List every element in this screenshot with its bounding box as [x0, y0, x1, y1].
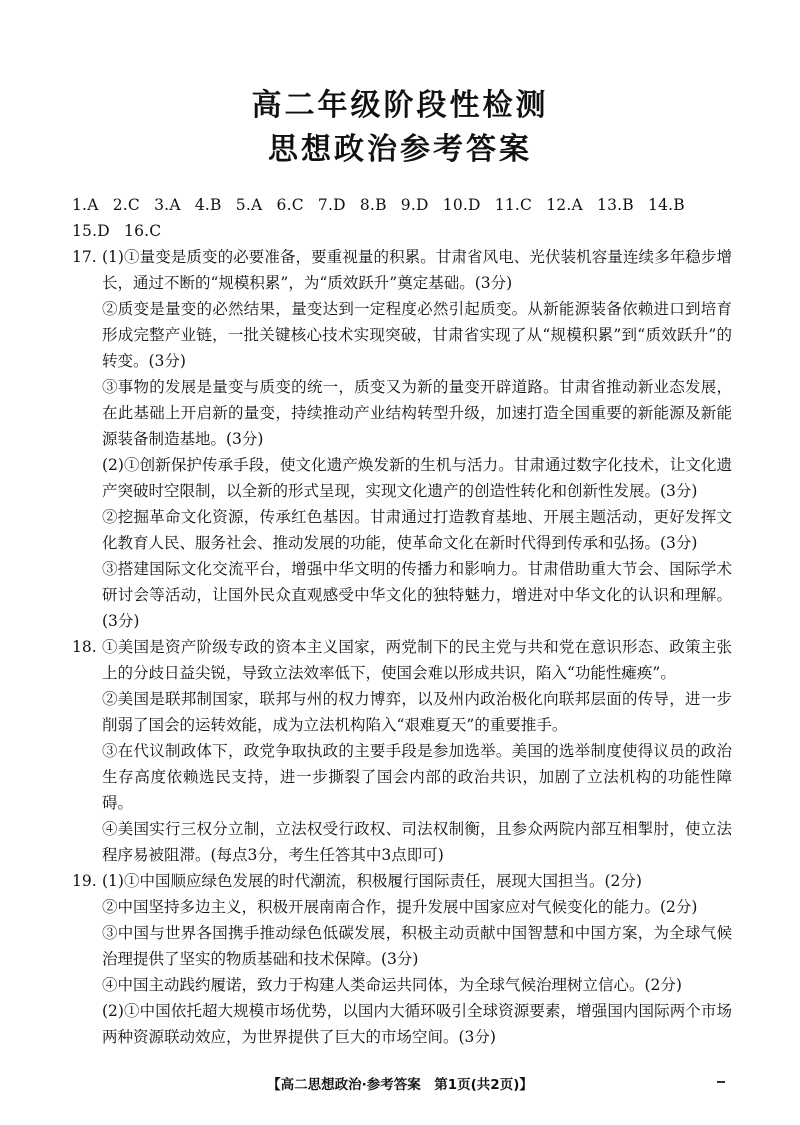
answer-paragraph: (2)①中国依托超大规模市场优势，以国内大循环吸引全球资源要素，增强国内国际两个市场两种资源联动效应，为世界提供了巨大的市场空间。(3分): [102, 1002, 732, 1046]
choice-answer: 4.B: [194, 196, 222, 214]
choice-answer: 7.D: [317, 196, 346, 214]
exam-title: 高二年级阶段性检测: [251, 88, 549, 123]
answer-paragraph: ①美国是资产阶级专政的资本主义国家，两党制下的民主党与共和党在意识形态、政策主张上的分歧日益尖锐，导致立法效率低下，使国会难以形成共识，陷入“功能性瘫痪”。: [102, 638, 732, 682]
page-mark: [717, 1081, 725, 1083]
title-block: [0, 84, 800, 172]
choice-answer: 1.A: [72, 196, 99, 214]
choice-answer: 6.C: [276, 196, 304, 214]
answer-paragraph: ②质变是量变的必然结果，量变达到一定程度必然引起质变。从新能源装备依赖进口到培育形成完整产业链，一批关键核心技术实现突破，甘肃省实现了从“规模积累”到“质效跃升”的转变。(3分): [102, 300, 732, 370]
answer-paragraph: (2)①创新保护传承手段，使文化遗产焕发新的生机与活力。甘肃通过数字化技术，让文化遗产突破时空限制，以全新的形式呈现，实现文化遗产的创造性转化和创新性发展。(3分): [102, 456, 732, 500]
choice-answer: 9.D: [400, 196, 429, 214]
question-18: [72, 634, 732, 868]
answer-paragraph: ④中国主动践约履诺，致力于构建人类命运共同体，为全球气候治理树立信心。(2分): [102, 976, 682, 994]
answer-paragraph: (1)①量变是质变的必要准备，要重视量的积累。甘肃省风电、光伏装机容量连续多年稳步增长，通过不断的“规模积累”，为“质效跃升”奠定基础。(3分): [102, 248, 732, 292]
answer-paragraph: ③在代议制政体下，政党争取执政的主要手段是参加选举。美国的选举制度使得议员的政治生存高度依赖选民支持，进一步撕裂了国会内部的政治共识，加剧了立法机构的功能性障碍。: [102, 742, 732, 812]
choice-answer: 2.C: [112, 196, 140, 214]
answer-key-title: 思想政治参考答案: [268, 132, 532, 167]
answer-paragraph: ③搭建国际文化交流平台，增强中华文明的传播力和影响力。甘肃借助重大节会、国际学术研讨会等活动，让国外民众直观感受中华文化的独特魅力，增进对中华文化的认识和理解。(3分): [102, 560, 732, 630]
choice-answers: [72, 192, 732, 244]
question-17: [72, 244, 732, 634]
question-number: 17.: [72, 248, 97, 266]
page-footer: 【高二思想政治·参考答案 第1页(共2页)】: [267, 1077, 533, 1093]
choice-answer: 3.A: [154, 196, 181, 214]
choice-answer: 13.B: [597, 196, 634, 214]
choice-answer: 8.B: [359, 196, 387, 214]
choice-answer: 12.A: [546, 196, 583, 214]
answer-paragraph: ②中国坚持多边主义，积极开展南南合作，提升发展中国家应对气候变化的能力。(2分): [102, 898, 698, 916]
choice-answer: 16.C: [124, 222, 162, 240]
choice-answer: 15.D: [72, 222, 110, 240]
choice-answer: 5.A: [235, 196, 263, 214]
answer-paragraph: ④美国实行三权分立制，立法权受行政权、司法权制衡，且参众两院内部互相掣肘，使立法程序易被阻滞。(每点3分，考生任答其中3点即可): [102, 820, 732, 864]
question-19: [72, 868, 732, 1050]
answer-paragraph: (1)①中国顺应绿色发展的时代潮流，积极履行国际责任，展现大国担当。(2分): [102, 872, 642, 890]
answer-paragraph: ②挖掘革命文化资源，传承红色基因。甘肃通过打造教育基地、开展主题活动，更好发挥文化教育人民、服务社会、推动发展的功能，使革命文化在新时代得到传承和弘扬。(3分): [102, 508, 732, 552]
choice-answer: 11.C: [494, 196, 533, 214]
answer-content: [72, 192, 732, 1050]
choice-answer: 10.D: [442, 196, 481, 214]
answer-paragraph: ③中国与世界各国携手推动绿色低碳发展，积极主动贡献中国智慧和中国方案，为全球气候治理提供了坚实的物质基础和技术保障。(3分): [102, 924, 732, 968]
answer-paragraph: ③事物的发展是量变与质变的统一，质变又为新的量变开辟道路。甘肃省推动新业态发展，在此基础上开启新的量变，持续推动产业结构转型升级，加速打造全国重要的新能源及新能源装备制造基地。(3分): [102, 378, 732, 448]
question-number: 18.: [72, 638, 97, 656]
choice-answer: 14.B: [648, 196, 685, 214]
answer-paragraph: ②美国是联邦制国家，联邦与州的权力博弈，以及州内政治极化向联邦层面的传导，进一步削弱了国会的运转效能，成为立法机构陷入“艰难夏天”的重要推手。: [102, 690, 732, 734]
question-number: 19.: [72, 872, 97, 890]
